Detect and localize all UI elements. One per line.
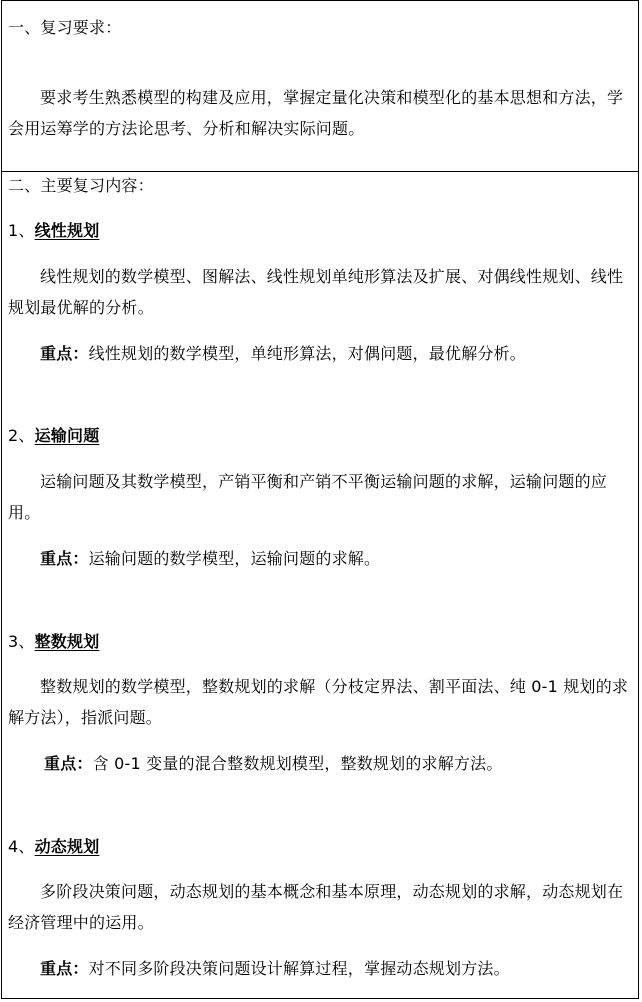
topic-1-key-text: 线性规划的数学模型，单纯形算法，对偶问题，最优解分析。 [88, 344, 527, 363]
topic-2-key-label: 重点： [40, 549, 89, 568]
section1-text: 要求考生熟悉模型的构建及应用，掌握定量化决策和模型化的基本思想和方法，学会用运筹学的方法论思考、分析和解决实际问题。 [8, 88, 624, 138]
topic-1-heading [8, 215, 634, 247]
topic-4-number: 4、 [8, 837, 35, 856]
topic-1-name: 线性规划 [34, 221, 100, 240]
topic-2-heading [8, 420, 634, 452]
topic-4-name: 动态规划 [34, 837, 100, 856]
topic-1-number: 1、 [8, 221, 35, 240]
topic-3-key-label: 重点： [44, 754, 93, 773]
topic-3-key [8, 748, 634, 780]
topic-2-name: 运输问题 [34, 426, 100, 445]
topic-2-key [8, 543, 634, 575]
topic-1-key-label: 重点： [40, 344, 89, 363]
topic-1-key [8, 338, 634, 370]
section1-title: 一、复习要求： [8, 18, 122, 37]
topic-3-number: 3、 [8, 632, 35, 651]
topic-4-key [8, 953, 634, 985]
topic-2-text: 运输问题及其数学模型，产销平衡和产销不平衡运输问题的求解，运输问题的应用。 [8, 472, 608, 522]
topic-2-key-text: 运输问题的数学模型，运输问题的求解。 [88, 549, 381, 568]
topic-3-key-text: 含 0-1 变量的混合整数规划模型，整数规划的求解方法。 [92, 754, 503, 773]
topic-2-number: 2、 [8, 426, 35, 445]
topic-4-heading [8, 831, 634, 863]
topic-3-text: 整数规划的数学模型，整数规划的求解（分枝定界法、割平面法、纯 0-1 规划的求解方法），指派问题。 [8, 677, 629, 727]
topic-4-key-label: 重点： [40, 959, 89, 978]
topic-3-heading [8, 626, 634, 658]
topic-1-text: 线性规划的数学模型、图解法、线性规划单纯形算法及扩展、对偶线性规划、线性规划最优解的分析。 [8, 267, 624, 317]
topic-4-key-text: 对不同多阶段决策问题设计解算过程，掌握动态规划方法。 [88, 959, 510, 978]
section2-title: 二、主要复习内容： [8, 176, 154, 195]
topic-3-name: 整数规划 [34, 632, 100, 651]
topic-4-text: 多阶段决策问题，动态规划的基本概念和基本原理，动态规划的求解，动态规划在经济管理中的运用。 [8, 882, 624, 932]
